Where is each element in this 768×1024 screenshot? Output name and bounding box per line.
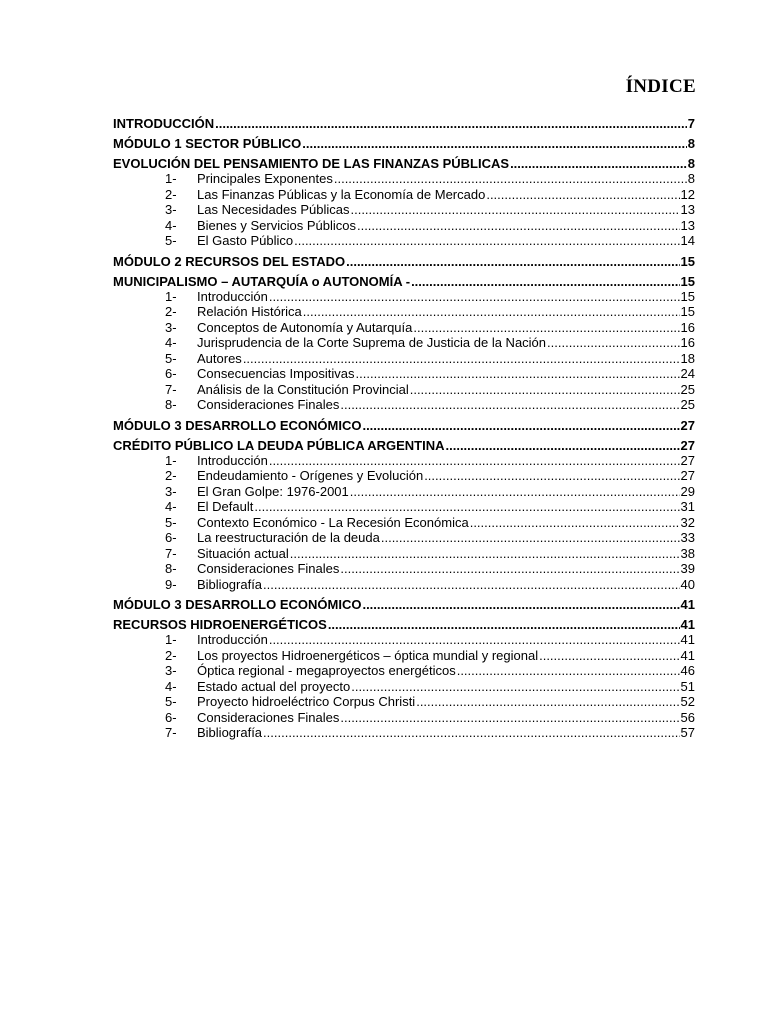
toc-subsection-entry [113,499,695,515]
toc-entry-number: 3- [165,319,177,335]
toc-dot-leader [303,304,680,319]
toc-subsection-entry [113,468,695,484]
toc-entry-title: Principales Exponentes [197,171,333,186]
toc-page-number: 15 [680,273,695,289]
toc-entry-title: Las Necesidades Públicas [197,202,350,217]
toc-dot-leader [290,546,680,561]
toc-entry-title: EVOLUCIÓN DEL PENSAMIENTO DE LAS FINANZAS PÚBLICAS [113,156,510,171]
toc-page-number: 32 [680,514,695,530]
toc-entry-number: 4- [165,217,177,233]
toc-page-number: 8 [687,136,695,151]
toc-subsection-entry [113,546,695,562]
toc-entry-title: CRÉDITO PÚBLICO LA DEUDA PÚBLICA ARGENTINA [113,437,445,453]
toc-subsection-entry [113,233,695,249]
toc-dot-leader [340,397,679,412]
toc-dot-leader [340,710,679,725]
toc-subsection-entry [113,202,695,218]
toc-section-entry [113,274,695,289]
toc-page-number: 27 [680,468,695,483]
toc-subsection-entry [113,187,695,203]
toc-entry-title: El Default [197,499,254,514]
toc-dot-leader [510,156,687,171]
toc-subsection-entry [113,453,695,469]
toc-page-number: 27 [680,452,695,468]
toc-dot-leader [416,694,679,709]
toc-entry-number: 7- [165,725,177,740]
toc-page-number: 31 [680,499,695,514]
toc-entry-number: 7- [165,545,177,561]
toc-dot-leader [263,725,679,740]
toc-page-number: 41 [680,647,695,663]
toc-subsection-entry [113,710,695,726]
toc-entry-title: Consideraciones Finales [197,397,340,412]
toc-subsection-entry [113,515,695,531]
toc-dot-leader [269,289,680,304]
toc-dot-leader [424,468,679,483]
toc-page-number: 38 [680,545,695,561]
toc-page-number: 27 [680,437,695,453]
toc-subsection-entry [113,366,695,382]
toc-entry-number: 6- [165,530,177,545]
toc-entry-number: 3- [165,483,177,499]
toc-entry-title: El Gran Golpe: 1976-2001 [197,483,349,499]
toc-entry-title: MÓDULO 2 RECURSOS DEL ESTADO [113,253,346,269]
toc-entry-title: MUNICIPALISMO – AUTARQUÍA o AUTONOMÍA - [113,273,411,289]
toc-page-number: 39 [680,561,695,576]
toc-subsection-entry [113,648,695,664]
toc-page-number: 52 [680,694,695,709]
toc-page-number: 7 [687,116,695,131]
toc-entry-number: 7- [165,381,177,397]
toc-dot-leader [351,679,679,694]
toc-page-number: 15 [680,253,695,269]
toc-page-number: 56 [680,709,695,725]
toc-page-number: 16 [680,335,695,350]
toc-subsection-entry [113,561,695,577]
toc-page-number: 13 [680,217,695,233]
toc-entry-title: Bibliografía [197,725,263,740]
toc-subsection-entry [113,320,695,336]
toc-entry-number: 1- [165,452,177,468]
toc-page-number: 8 [687,156,695,171]
toc-page-number: 41 [680,597,695,612]
toc-section-entry [113,254,695,269]
toc-section-entry [113,597,695,612]
page-title: ÍNDICE [625,76,696,97]
toc-entry-title: Consecuencias Impositivas [197,366,355,381]
toc-dot-leader [269,632,680,647]
toc-page-number: 40 [680,576,695,592]
toc-entry-title: Introducción [197,288,268,304]
toc-entry-title: Los proyectos Hidroenergéticos – óptica mundial y regional [197,647,539,663]
toc-entry-number: 2- [165,647,177,663]
toc-section-entry [113,156,695,171]
toc-entry-title: Introducción [197,632,268,647]
toc-section-entry [113,116,695,131]
toc-dot-leader [413,320,679,335]
toc-subsection-entry [113,694,695,710]
toc-subsection-entry [113,335,695,351]
toc-entry-number: 6- [165,366,177,381]
toc-entry-title: Conceptos de Autonomía y Autarquía [197,319,413,335]
toc-entry-number: 2- [165,468,177,483]
toc-dot-leader [457,663,680,678]
toc-dot-leader [340,561,679,576]
toc-page-number: 24 [680,366,695,381]
toc-dot-leader [410,382,680,397]
toc-dot-leader [547,335,680,350]
toc-subsection-entry [113,382,695,398]
toc-subsection-entry [113,351,695,367]
toc-entry-title: Consideraciones Finales [197,709,340,725]
toc-dot-leader [215,116,687,131]
toc-entry-title: Análisis de la Constitución Provincial [197,381,409,397]
toc-page-number: 25 [680,397,695,412]
toc-subsection-entry [113,171,695,187]
toc-entry-title: MÓDULO 3 DESARROLLO ECONÓMICO [113,417,362,433]
toc-dot-leader [357,218,680,233]
toc-subsection-entry [113,530,695,546]
toc-entry-number: 1- [165,171,177,186]
toc-entry-number: 4- [165,335,177,350]
toc-page-number: 12 [680,186,695,202]
toc-page-number: 29 [680,483,695,499]
toc-entry-number: 2- [165,186,177,202]
toc-dot-leader [334,171,687,186]
toc-entry-title: Endeudamiento - Orígenes y Evolución [197,468,424,483]
toc-page-number: 27 [680,417,695,433]
toc-dot-leader [539,648,679,663]
toc-entry-title: Las Finanzas Públicas y la Economía de Mercado [197,186,486,202]
toc-page-number: 15 [680,288,695,304]
toc-dot-leader [254,499,679,514]
toc-page-number: 57 [680,725,695,740]
toc-section-entry [113,418,695,433]
toc-dot-leader [346,254,679,269]
toc-entry-title: INTRODUCCIÓN [113,116,215,131]
toc-dot-leader [350,202,679,217]
toc-entry-title: Situación actual [197,545,289,561]
toc-entry-title: La reestructuración de la deuda [197,530,380,545]
toc-subsection-entry [113,725,695,741]
toc-entry-number: 5- [165,233,177,248]
toc-entry-title: Autores [197,350,242,366]
toc-dot-leader [302,136,686,151]
toc-entry-title: Bienes y Servicios Públicos [197,217,356,233]
toc-subsection-entry [113,679,695,695]
toc-entry-number: 1- [165,632,177,647]
toc-page-number: 15 [680,304,695,319]
toc-dot-leader [328,617,680,632]
toc-subsection-entry [113,304,695,320]
toc-dot-leader [243,351,680,366]
toc-entry-title: Consideraciones Finales [197,561,340,576]
toc-entry-number: 3- [165,202,177,217]
toc-page-number: 14 [680,233,695,248]
toc-dot-leader [362,597,679,612]
toc-dot-leader [362,418,679,433]
table-of-contents [113,116,695,741]
toc-page-number: 16 [680,319,695,335]
toc-entry-title: RECURSOS HIDROENERGÉTICOS [113,617,327,632]
toc-entry-title: Relación Histórica [197,304,302,319]
toc-entry-title: MÓDULO 3 DESARROLLO ECONÓMICO [113,597,362,612]
toc-entry-number: 8- [165,397,177,412]
toc-entry-title: MÓDULO 1 SECTOR PÚBLICO [113,136,302,151]
toc-page-number: 33 [680,530,695,545]
toc-subsection-entry [113,663,695,679]
toc-page-number: 13 [680,202,695,217]
toc-dot-leader [446,438,680,453]
toc-entry-number: 1- [165,288,177,304]
toc-entry-title: Introducción [197,452,268,468]
toc-subsection-entry [113,218,695,234]
toc-entry-title: El Gasto Público [197,233,294,248]
toc-entry-number: 5- [165,514,177,530]
toc-dot-leader [470,515,680,530]
toc-dot-leader [294,233,679,248]
toc-entry-number: 8- [165,561,177,576]
toc-entry-number: 4- [165,499,177,514]
toc-entry-number: 5- [165,694,177,709]
toc-entry-title: Óptica regional - megaproyectos energéticos [197,663,456,678]
toc-page-number: 8 [687,171,695,186]
toc-entry-number: 5- [165,350,177,366]
toc-page-number: 41 [680,617,695,632]
toc-entry-number: 9- [165,576,177,592]
toc-subsection-entry [113,577,695,593]
toc-entry-title: Proyecto hidroeléctrico Corpus Christi [197,694,416,709]
toc-section-entry [113,617,695,632]
toc-dot-leader [263,577,679,592]
toc-subsection-entry [113,632,695,648]
toc-page-number: 41 [680,632,695,647]
toc-subsection-entry [113,484,695,500]
toc-section-entry [113,438,695,453]
toc-page-number: 46 [680,663,695,678]
toc-entry-number: 2- [165,304,177,319]
toc-dot-leader [269,453,680,468]
toc-entry-number: 4- [165,678,177,694]
toc-page-number: 25 [680,381,695,397]
toc-subsection-entry [113,397,695,413]
toc-dot-leader [411,274,679,289]
toc-entry-number: 3- [165,663,177,678]
toc-section-entry [113,136,695,151]
toc-page-number: 18 [680,350,695,366]
toc-dot-leader [486,187,679,202]
toc-entry-number: 6- [165,709,177,725]
toc-page-number: 51 [680,678,695,694]
toc-dot-leader [381,530,680,545]
toc-subsection-entry [113,289,695,305]
toc-dot-leader [350,484,680,499]
toc-entry-title: Bibliografía [197,576,263,592]
toc-dot-leader [356,366,680,381]
toc-entry-title: Contexto Económico - La Recesión Económica [197,514,469,530]
toc-entry-title: Estado actual del proyecto [197,678,351,694]
toc-entry-title: Jurisprudencia de la Corte Suprema de Justicia de la Nación [197,335,547,350]
